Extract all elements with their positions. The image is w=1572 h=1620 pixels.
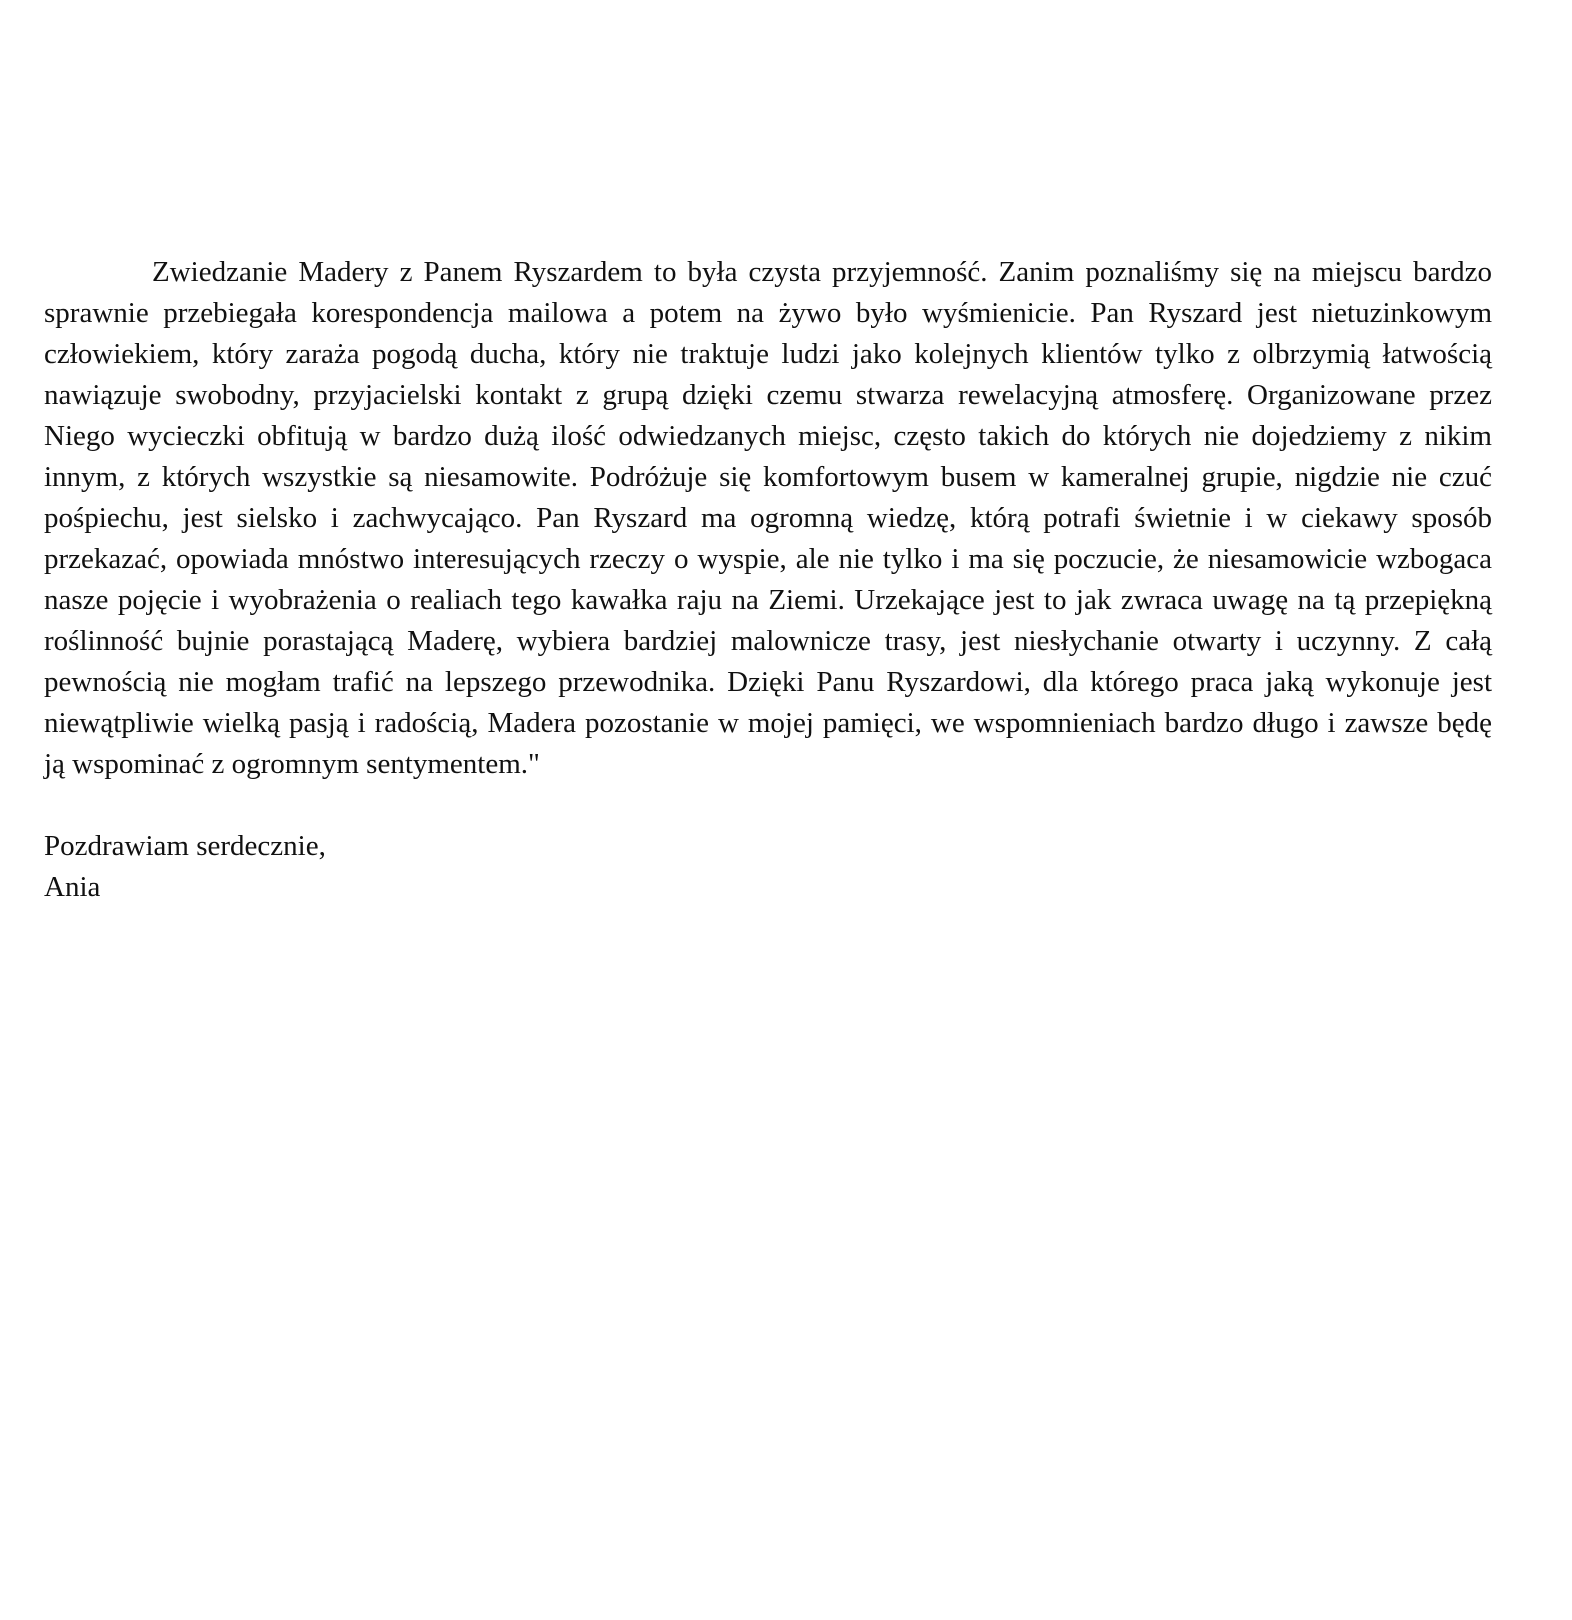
review-paragraph: Zwiedzanie Madery z Panem Ryszardem to była czysta przyjemność. Zanim poznaliśmy się na miejscu bardzo sprawnie przebiegała korespondencja mailowa a potem na żywo było wyśmienicie. Pan Ryszard jest nietuzinkowym człowiekiem, który zaraża pogodą ducha, który nie traktuje ludzi jako kolejnych klientów tylko z olbrzymią łatwością nawiązuje swobodny, przyjacielski kontakt z grupą dzięki czemu stwarza rewelacyjną atmosferę. Organizowane przez Niego wycieczki obfitują w bardzo dużą ilość odwiedzanych miejsc, często takich do których nie dojedziemy z nikim innym, z których wszystkie są niesamowite. Podróżuje się komfortowym busem w kameralnej grupie, nigdzie nie czuć pośpiechu, jest sielsko i zachwycająco. Pan Ryszard ma ogromną wiedzę, którą potrafi świetnie i w ciekawy sposób przekazać, opowiada mnóstwo interesujących rzeczy o wyspie, ale nie tylko i ma się poczucie, że niesamowicie wzbogaca nasze pojęcie i wyobrażenia o realiach tego kawałka raju na Ziemi. Urzekające jest to jak zwraca uwagę na tą przepiękną roślinność bujnie porastającą Maderę, wybiera bardziej malownicze trasy, jest niesłychanie otwarty i uczynny. Z całą pewnością nie mogłam trafić na lepszego przewodnika. Dzięki Panu Ryszardowi, dla którego praca jaką wykonuje jest niewątpliwie wielką pasją i radością, Madera pozostanie w mojej pamięci, we wspomnieniach bardzo długo i zawsze będę ją wspominać z ogromnym sentymentem.": [44, 256, 1492, 780]
signature-name: Ania: [44, 871, 101, 903]
closing-greeting: Pozdrawiam serdecznie,: [44, 830, 326, 862]
closing-block: [44, 826, 1492, 908]
letter-body: [44, 252, 1492, 908]
